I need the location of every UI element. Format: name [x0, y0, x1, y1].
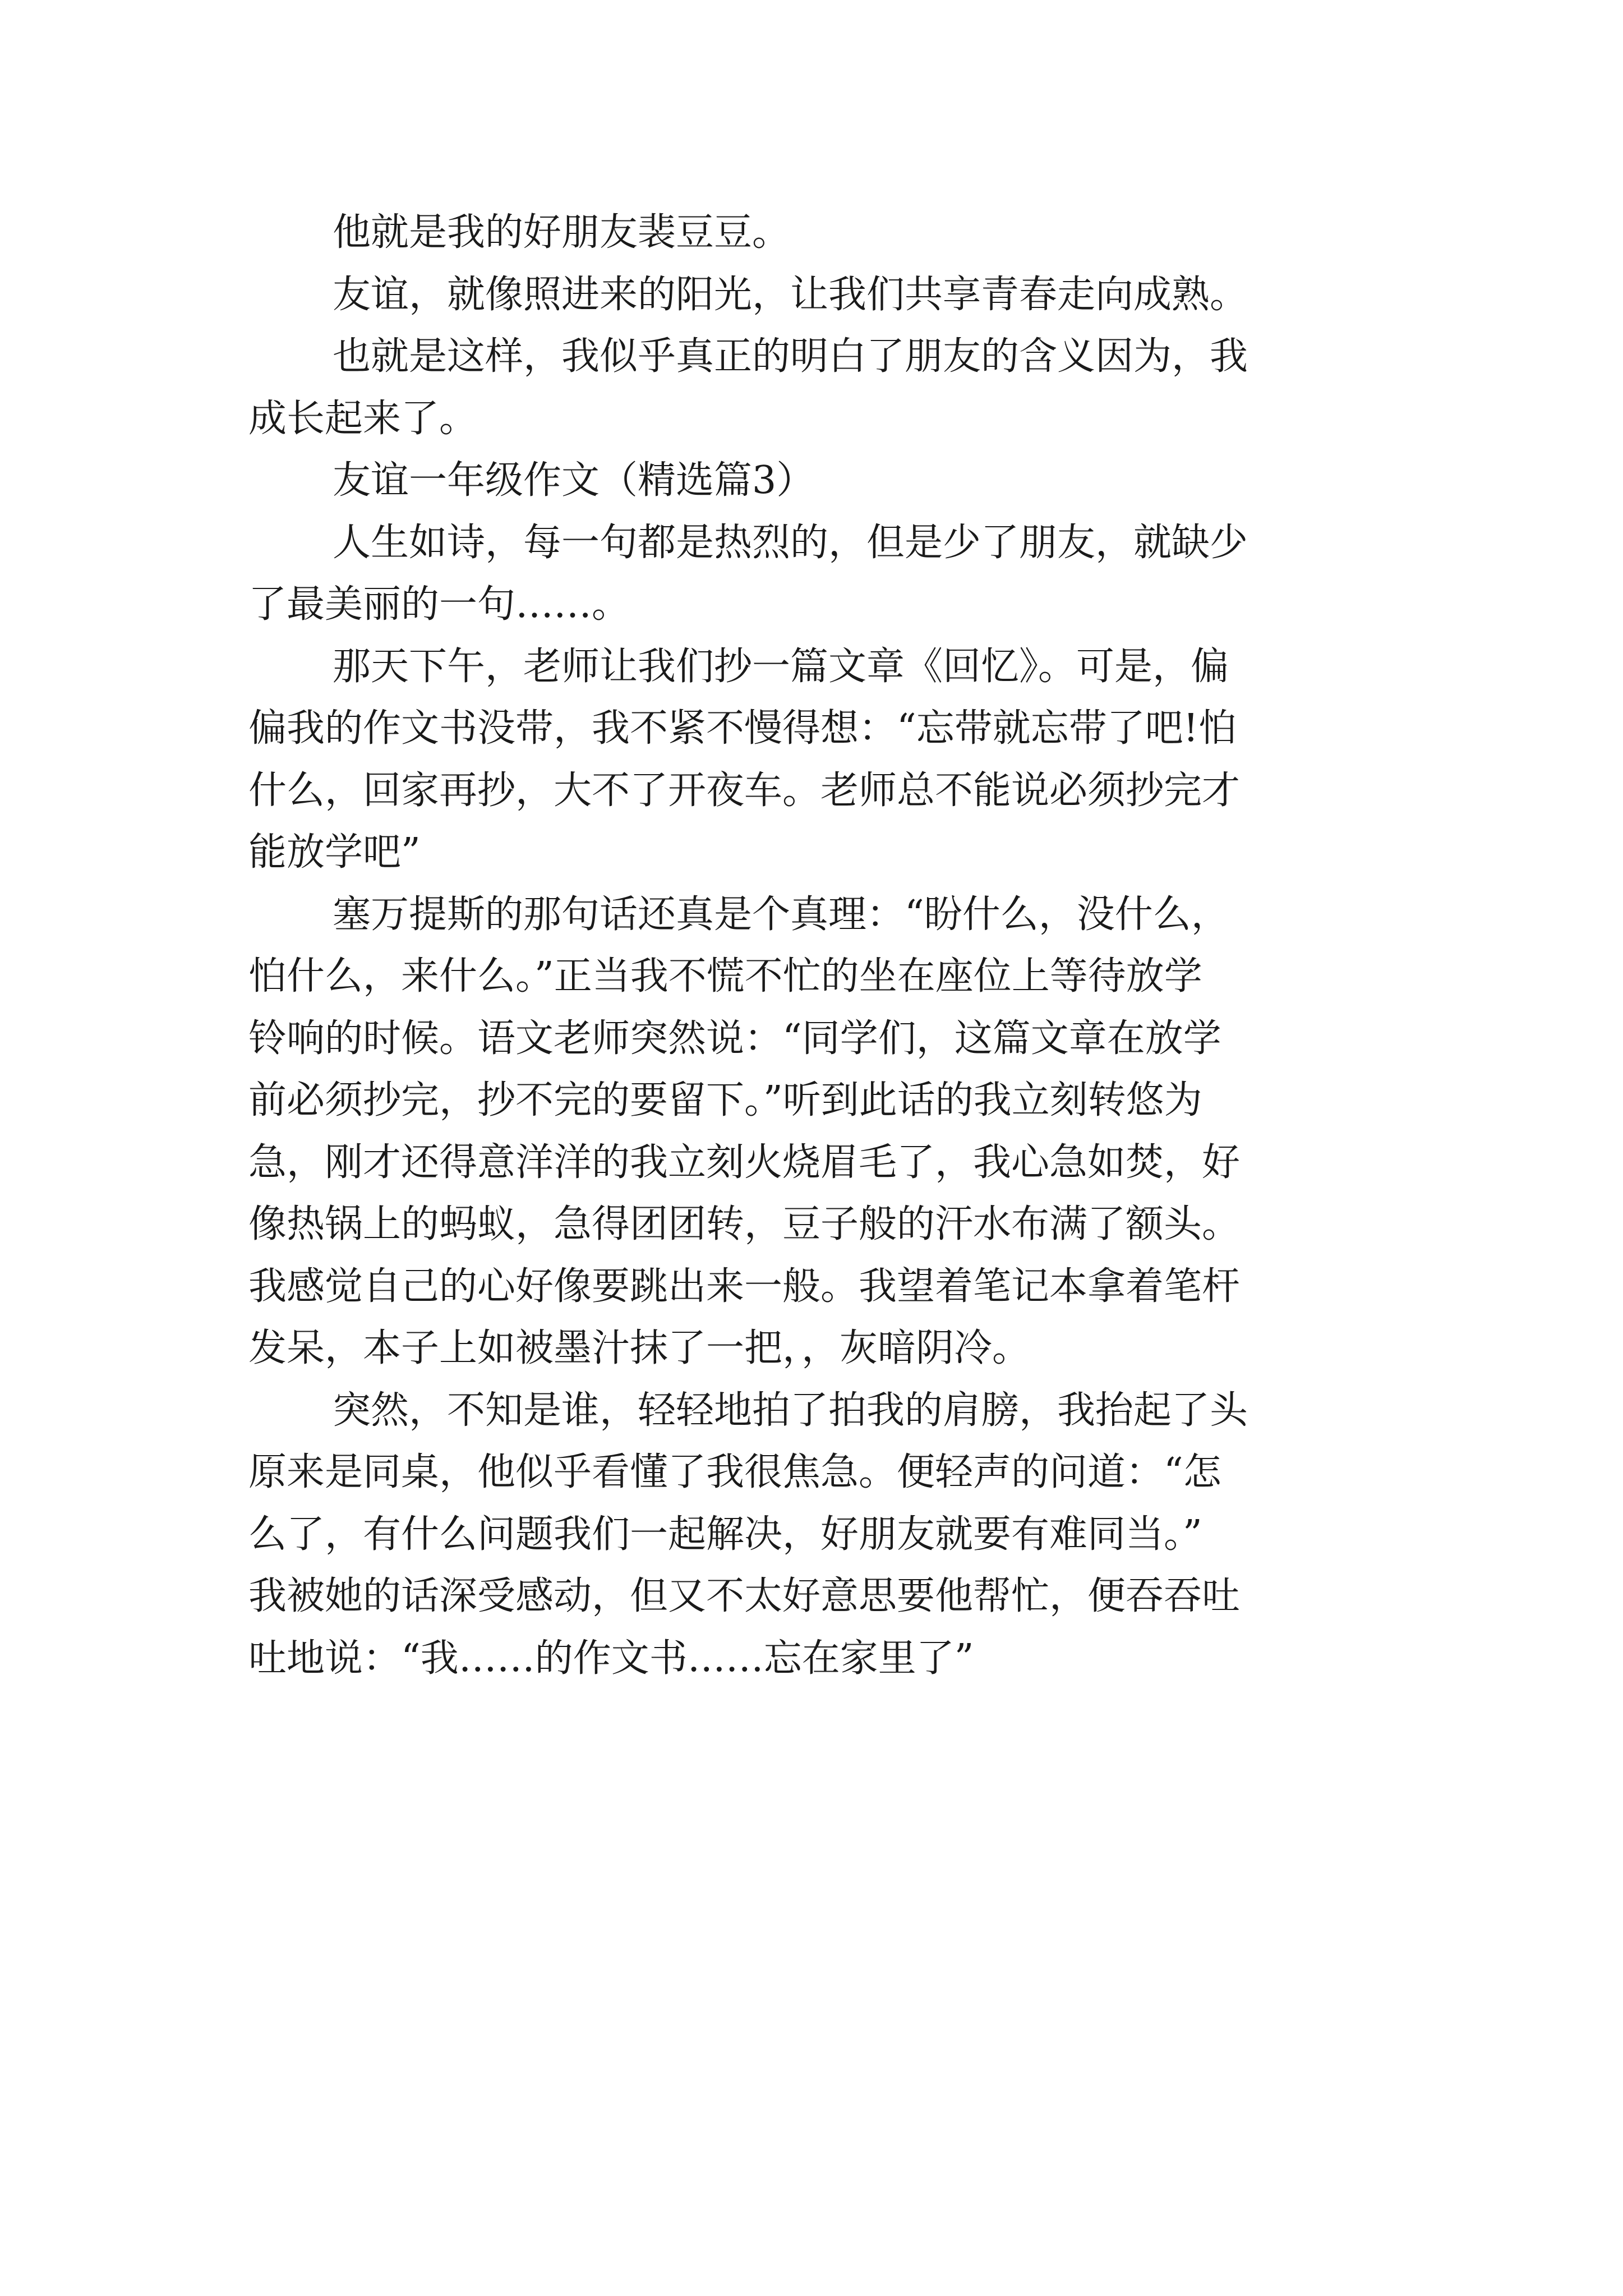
- paragraph-line: 偏我的作文书没带，我不紧不慢得想：“忘带就忘带了吧!怕: [248, 706, 1237, 751]
- paragraph-line: 突然，不知是谁，轻轻地拍了拍我的肩膀，我抬起了头: [333, 1388, 1248, 1433]
- paragraph-line: 了最美丽的一句……。: [248, 582, 630, 627]
- paragraph-line: 怕什么，来什么。”正当我不慌不忙的坐在座位上等待放学: [248, 954, 1202, 999]
- paragraph-line: 塞万提斯的那句话还真是个真理：“盼什么，没什么，: [333, 892, 1229, 937]
- document-body: [248, 202, 1401, 1690]
- paragraph-line: 么了，有什么问题我们一起解决，好朋友就要有难同当。”: [248, 1512, 1202, 1557]
- paragraph-line: 发呆，本子上如被墨汁抹了一把，，灰暗阴冷。: [248, 1326, 1031, 1370]
- paragraph-line: 成长起来了。: [248, 396, 478, 441]
- paragraph-line: 前必须抄完，抄不完的要留下。”听到此话的我立刻转悠为: [248, 1078, 1202, 1122]
- paragraph-line: 我感觉自己的心好像要跳出来一般。我望着笔记本拿着笔杆: [248, 1264, 1241, 1309]
- paragraph-line: 能放学吧”: [248, 830, 421, 875]
- paragraph-line: 友谊，就像照进来的阳光，让我们共享青春走向成熟。: [333, 272, 1248, 317]
- section-heading: 友谊一年级作文（精选篇3）: [333, 458, 815, 503]
- paragraph-line: 他就是我的好朋友裴豆豆。: [333, 210, 791, 255]
- paragraph-line: 急，刚才还得意洋洋的我立刻火烧眉毛了，我心急如焚，好: [248, 1140, 1241, 1185]
- paragraph-line: 我被她的话深受感动，但又不太好意思要他帮忙，便吞吞吐: [248, 1574, 1241, 1618]
- paragraph-line: 铃响的时候。语文老师突然说：“同学们，这篇文章在放学: [248, 1016, 1221, 1061]
- paragraph-line: 人生如诗，每一句都是热烈的，但是少了朋友，就缺少: [333, 520, 1248, 565]
- paragraph-line: 那天下午，老师让我们抄一篇文章《回忆》。可是，偏: [333, 644, 1229, 689]
- paragraph-line: 像热锅上的蚂蚁，急得团团转，豆子般的汗水布满了额头。: [248, 1202, 1241, 1246]
- paragraph-line: 原来是同桌，他似乎看懂了我很焦急。便轻声的问道：“怎: [248, 1450, 1221, 1494]
- paragraph-line: 也就是这样，我似乎真正的明白了朋友的含义因为，我: [333, 334, 1248, 379]
- paragraph-line: 什么，回家再抄，大不了开夜车。老师总不能说必须抄完才: [248, 768, 1241, 813]
- paragraph-line: 吐地说：“我……的作文书……忘在家里了”: [248, 1636, 974, 1681]
